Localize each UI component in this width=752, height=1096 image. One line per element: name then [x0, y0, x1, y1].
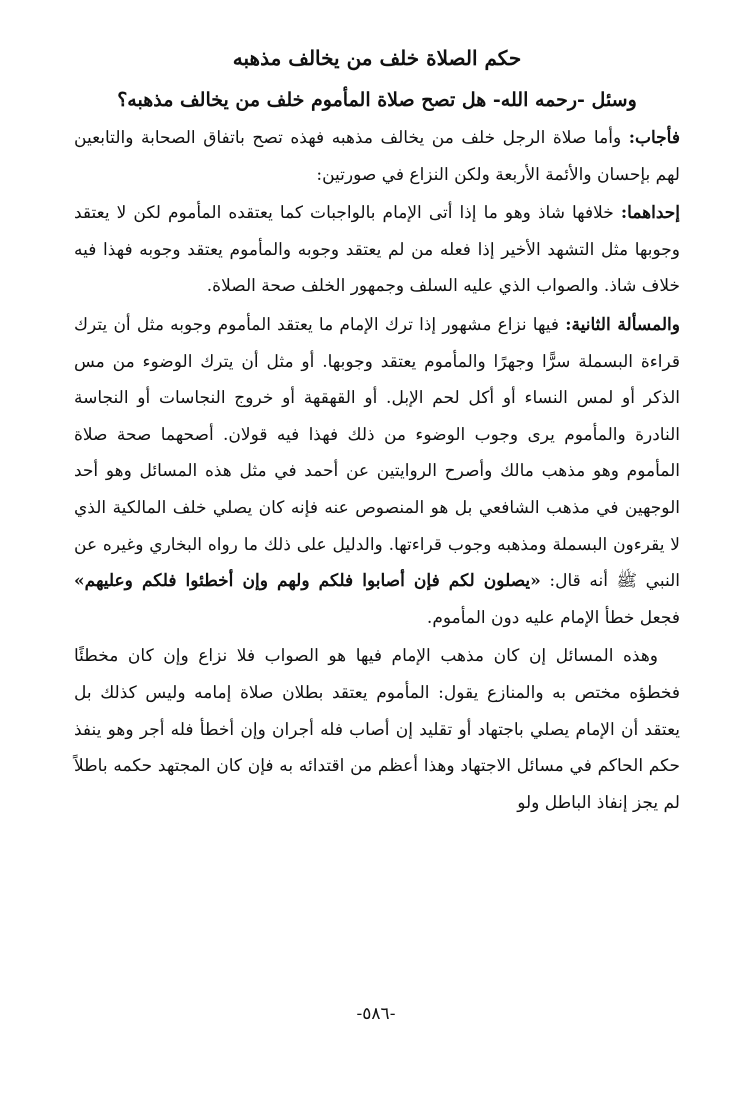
- question-heading: وسئل -رحمه الله- هل تصح صلاة المأموم خلف من يخالف مذهبه؟: [117, 89, 637, 111]
- page-number: -٥٨٦-: [356, 1004, 396, 1024]
- paragraph-text-after: فجعل خطأ الإمام عليه دون المأموم.: [426, 607, 680, 628]
- page-title: حكم الصلاة خلف من يخالف مذهبه: [232, 46, 522, 70]
- paragraph-lead: والمسألة الثانية:: [565, 314, 680, 335]
- paragraph-conclusion: [74, 638, 680, 821]
- document-page: [74, 36, 680, 1036]
- paragraph-first-case: [74, 195, 680, 305]
- hadith-quote: «يصلون لكم فإن أصابوا فلكم ولهم وإن أخطئوا فلكم وعليهم»: [74, 571, 541, 592]
- paragraph-answer: [74, 120, 680, 193]
- paragraph-lead: إحداهما:: [620, 203, 680, 224]
- paragraph-second-case: [74, 307, 680, 636]
- paragraph-text: خلافها شاذ وهو ما إذا أتى الإمام بالواجبات كما يعتقده المأموم لكن لا يعتقد وجوبها مثل التشهد الأخير إذا فعله من لم يعتقد وجوبه والمأموم يعتقد وجوبه فهذا فيه خلاف شاذ. والصواب الذي عليه السلف وجمهور الخلف صحة الصلاة.: [74, 203, 680, 297]
- paragraph-text: وهذه المسائل إن كان مذهب الإمام فيها هو الصواب فلا نزاع وإن كان مخطئًا فخطؤه مختص به والمنازع يقول: المأموم يعتقد بطلان صلاة إمامه وليس كذلك بل يعتقد أن الإمام يصلي باجتهاد أو تقليد إن أصاب فله أجران وإن أخطأ فله أجر وهو ينفذ حكم الحاكم في مسائل الاجتهاد وهذا أعظم من اقتدائه به فإن كان المجتهد حكمه باطلاً لم يجز إنفاذ الباطل ولو: [74, 646, 680, 813]
- paragraph-text: وأما صلاة الرجل خلف من يخالف مذهبه فهذه تصح باتفاق الصحابة والتابعين لهم بإحسان والأئمة الأربعة ولكن النزاع في صورتين:: [74, 128, 680, 185]
- paragraph-lead: فأجاب:: [628, 128, 680, 148]
- paragraph-text: فيها نزاع مشهور إذا ترك الإمام ما يعتقد المأموم وجوبه مثل أن يترك قراءة البسملة سرًّا وجهرًا والمأموم يعتقد وجوبها. أو مثل أن يترك الوضوء من مس الذكر أو لمس النساء أو أكل لحم الإبل. أو القهقهة أو خروج النجاسات أو النجاسة النادرة والمأموم يرى وجوب الوضوء من ذلك فهذا فيه قولان. أصحهما صحة صلاة المأموم وهو مذهب مالك وأصرح الروايتين عن أحمد في مثل هذه المسائل وهو أحد الوجهين في مذهب الشافعي بل هو المنصوص عنه فإنه كان يصلي خلف المالكية الذي لا يقرءون البسملة ومذهبه وجوب قراءتها. والدليل على ذلك ما رواه البخاري وغيره عن النبي ﷺ أنه قال:: [74, 314, 680, 592]
